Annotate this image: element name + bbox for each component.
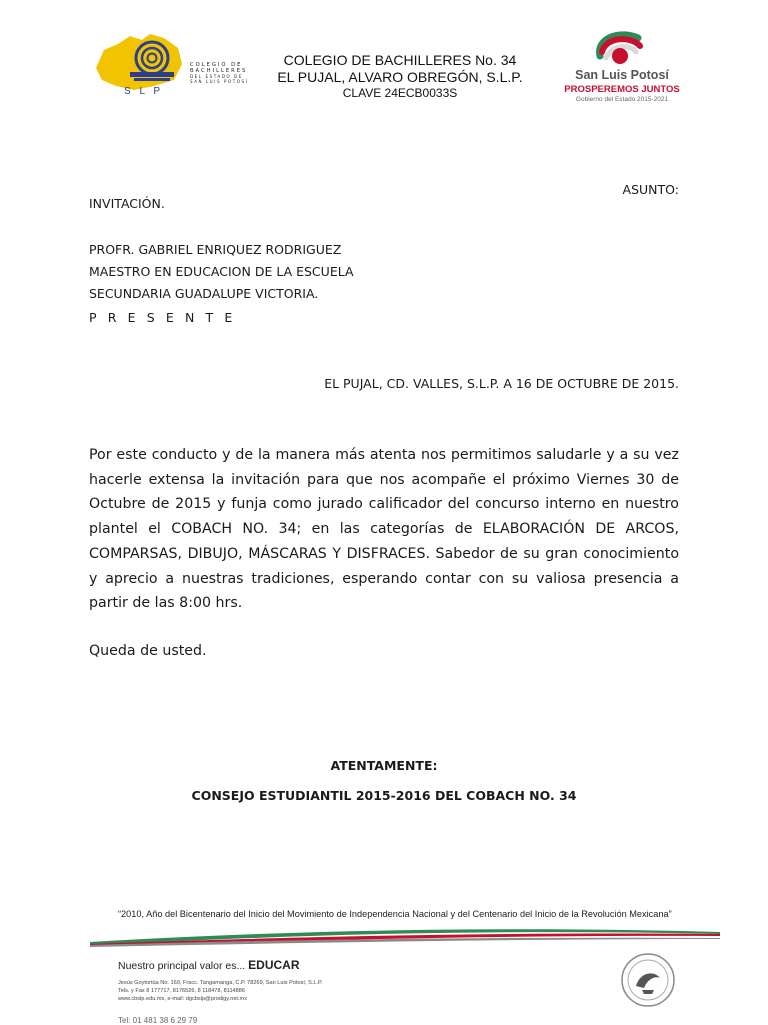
certification-seal-icon (608, 950, 688, 1014)
slp-state-name: San Luis Potosí (575, 68, 669, 82)
subject-value: INVITACIÓN. (89, 196, 165, 211)
footer-lead-bold: EDUCAR (248, 958, 300, 972)
cobach-caption-line: SAN LUIS POTOSÍ (190, 79, 249, 85)
slp-tagline: PROSPEREMOS JUNTOS (564, 84, 680, 95)
footer-address-line: Tels. y Fax 8 177717, 8176526, 8 118478, 8114886 (118, 988, 245, 994)
footer-address (118, 979, 538, 1003)
letter-closing: Queda de usted. (89, 643, 207, 659)
cobach-caption-line: DEL ESTADO DE (190, 74, 243, 80)
recipient-title: MAESTRO EN EDUCACION DE LA ESCUELA (89, 264, 354, 279)
footer-motto: “2010, Año del Bicentenario del Inicio del Movimiento de Independencia Nacional y del Centenario del Inicio de la Revolución Mexicana” (118, 909, 672, 919)
footer-lead (118, 958, 300, 972)
footer-address-line: Jesús Goytortúa No. 160, Fracc. Tangamanga, C.P. 78269, San Luis Potosí, S.L.P. (118, 980, 323, 986)
cobach-caption-line: BACHILLERES (190, 68, 248, 75)
letter-body: Por este conducto y de la manera más atenta nos permitimos saludarle y a su vez hacerle extensa la invitación para que nos acompañe el próximo Viernes 30 de Octubre de 2015 y funja como jurado calificador del concurso interno en nuestro plantel el COBACH NO. 34; en las categorías de ELABORACIÓN DE ARCOS, COMPARSAS, DIBUJO, MÁSCARAS Y DISFRACES. Sabedor de su gran conocimiento y aprecio a nuestras tradiciones, esperando contar con su valiosa presencia a partir de las 8:00 hrs. (89, 447, 679, 612)
school-key: CLAVE 24ECB0033S (342, 86, 458, 100)
footer-address-line: www.cbslp.edu.mx, e-mail: dgcbslp@prodigy.net.mx (118, 996, 247, 1002)
school-header (270, 52, 530, 101)
cobach-logo-text: S L P (124, 86, 164, 97)
school-location: EL PUJAL, ALVARO OBREGÓN, S.L.P. (277, 69, 523, 85)
recipient-presente: PRESENTE (89, 310, 244, 325)
subject-label: ASUNTO: (622, 182, 679, 197)
cobach-caption-line: COLEGIO DE (190, 62, 243, 68)
signature-label: ATENTAMENTE: (330, 758, 438, 773)
footer-phone-cut: Tel: 01 481 38 6 29 79 (118, 1016, 198, 1025)
slp-government-caption: Gobierno del Estado 2015-2021 (575, 96, 669, 103)
signer-name: CONSEJO ESTUDIANTIL 2015-2016 DEL COBACH NO. 34 (191, 788, 577, 803)
recipient-name: PROFR. GABRIEL ENRIQUEZ RODRIGUEZ (89, 242, 342, 257)
letter-date: EL PUJAL, CD. VALLES, S.L.P. A 16 DE OCTUBRE DE 2015. (324, 376, 679, 391)
footer-lead-text: Nuestro principal valor es... (118, 960, 246, 972)
footer-stripe (90, 924, 720, 948)
school-name: COLEGIO DE BACHILLERES No. 34 (283, 52, 517, 68)
recipient-school: SECUNDARIA GUADALUPE VICTORIA. (89, 286, 319, 301)
cobach-logo-caption (190, 62, 270, 84)
